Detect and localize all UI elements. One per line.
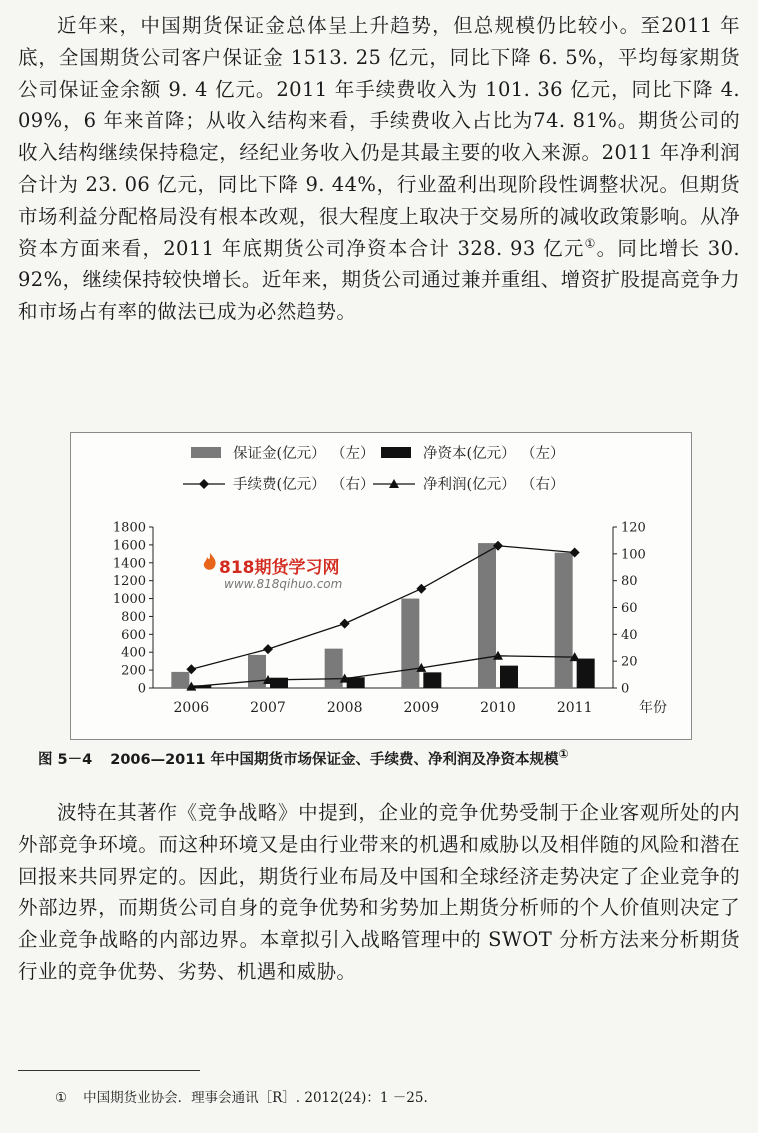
legend-label: 保证金(亿元）	[233, 446, 326, 462]
x-tick-label: 2011	[556, 700, 593, 716]
legend-axis-note: （左）	[521, 446, 565, 462]
legend-label: 净利润(亿元）	[423, 477, 516, 493]
margin-bar	[248, 655, 266, 688]
left-tick-label: 400	[121, 645, 146, 661]
fee-income-point	[416, 584, 426, 594]
chart-frame	[70, 432, 692, 740]
x-axis-unit-label: 年份	[639, 700, 667, 716]
net-capital-bar	[577, 659, 595, 688]
figure-footnote-ref: ①	[558, 747, 569, 762]
intro-paragraph	[18, 10, 740, 328]
footnote-divider	[18, 1070, 200, 1071]
fee-income-point	[340, 619, 350, 629]
margin-bar	[478, 543, 496, 688]
legend-axis-note: （左）	[331, 446, 375, 462]
legend-swatch	[191, 447, 221, 458]
margin-bar	[171, 672, 189, 688]
right-tick-label: 0	[621, 681, 630, 697]
legend-swatch	[381, 447, 411, 458]
net-capital-bar	[500, 666, 518, 688]
net-capital-bar	[347, 677, 365, 688]
margin-bar	[401, 599, 419, 688]
left-tick-label: 0	[137, 681, 146, 697]
x-tick-label: 2007	[250, 700, 286, 716]
chart	[71, 433, 691, 739]
intro-text-cont: 。同比增长 30. 92%，继续保持较快增长。近年来，期货公司通过兼并重组、增资扩股提高竞争力和市场占有率的做法已成为必然趋势。	[18, 236, 740, 324]
left-tick-label: 1000	[112, 592, 146, 608]
legend-label: 手续费(亿元）	[233, 477, 326, 493]
left-tick-label: 800	[121, 609, 146, 625]
flame-icon	[201, 552, 219, 572]
footnote-text: 中国期货业协会．理事会通讯［R］. 2012(24)：1 －25.	[83, 1090, 428, 1106]
legend-diamond-marker	[199, 479, 209, 489]
fee-income-point	[263, 644, 273, 654]
figure-title: 2006—2011 年中国期货市场保证金、手续费、净利润及净资本规模	[110, 752, 559, 768]
left-tick-label: 600	[121, 627, 146, 643]
body-paragraph: 波特在其著作《竞争战略》中提到，企业的竞争优势受制于企业客观所处的内外部竞争环境。而这种环境又是由行业带来的机遇和威胁以及相伴随的风险和潜在回报来共同界定的。因此，期货行业布局及中国和全球经济走势决定了企业竞争的外部边界，而期货公司自身的竞争优势和劣势加上期货分析师的个人价值则决定了企业竞争战略的内部边界。本章拟引入战略管理中的 SWOT 分析方法来分析期货行业的竞争优势、劣势、机遇和威胁。	[18, 801, 740, 983]
legend-label: 净资本(亿元）	[423, 446, 516, 462]
x-tick-label: 2009	[403, 700, 440, 716]
legend-axis-note: （右）	[331, 477, 375, 493]
right-tick-label: 80	[621, 574, 638, 590]
left-tick-label: 200	[121, 663, 146, 679]
right-tick-label: 120	[621, 520, 646, 536]
right-tick-label: 100	[621, 547, 646, 563]
x-tick-label: 2008	[326, 700, 363, 716]
left-tick-label: 1600	[112, 538, 146, 554]
left-tick-label: 1400	[112, 556, 146, 572]
intro-text: 近年来，中国期货保证金总体呈上升趋势，但总规模仍比较小。至2011 年底，全国期货公司客户保证金 1513. 25 亿元，同比下降 6. 5%，平均每家期货公司保证金余额 9. 4 亿元。2011 年手续费收入为 101. 36 亿元，同比下降 4. 09%，6 年来首降；从收入结构来看，手续费收入占比为74. 81%。期货公司的收入结构继续保持稳定，经纪业务收入仍是其最主要的收入来源。2011 年净利润合计为 23. 06 亿元，同比下降 9. 44%，行业盈利出现阶段性调整状况。但期货市场利益分配格局没有根本改观，很大程度上取决于交易所的减收政策影响。从净资本方面来看，2011 年底期货公司净资本合计 328. 93 亿元	[18, 14, 740, 260]
right-tick-label: 60	[621, 601, 638, 616]
net-capital-bar	[423, 672, 441, 688]
right-tick-label: 40	[621, 627, 638, 643]
figure-caption	[38, 748, 738, 769]
right-tick-label: 20	[621, 654, 638, 670]
left-tick-label: 1800	[112, 520, 146, 536]
left-tick-label: 1200	[112, 574, 146, 590]
x-tick-label: 2010	[480, 700, 516, 716]
legend-axis-note: （右）	[521, 477, 565, 493]
watermark-url: www.818qihuo.com	[224, 577, 343, 591]
footnote-ref: ①	[584, 236, 597, 251]
figure-number: 图 5－4	[38, 752, 93, 768]
x-tick-label: 2006	[173, 700, 210, 716]
footnote	[55, 1086, 735, 1106]
margin-bar	[555, 553, 573, 688]
watermark-logo: 818期货学习网	[219, 558, 340, 578]
footnote-mark: ①	[55, 1090, 68, 1106]
